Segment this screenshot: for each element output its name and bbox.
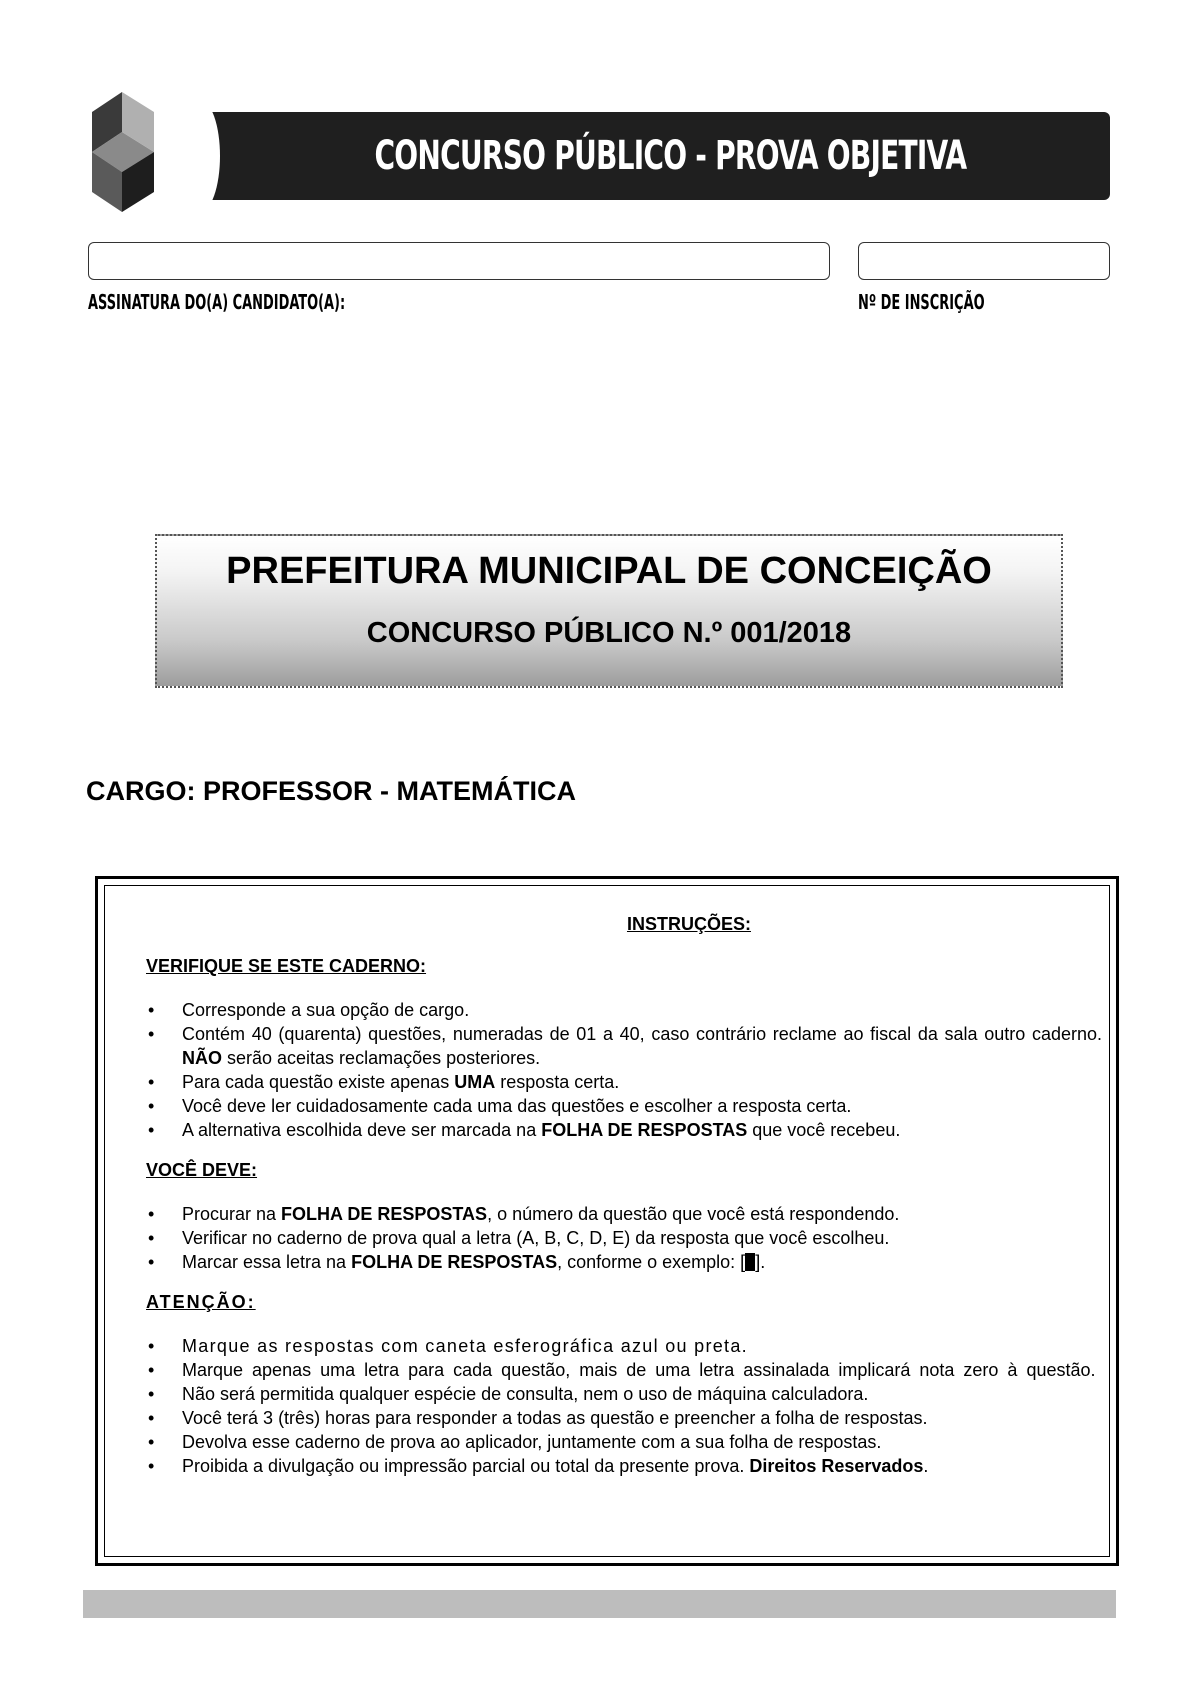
list-item: • Você deve ler cuidadosamente cada uma das questões e escolher a resposta certa. (146, 1094, 1102, 1118)
section-attention-heading: ATENÇÃO: (146, 1292, 256, 1312)
banner-title: CONCURSO PÚBLICO - PROVA OBJETIVA (374, 133, 966, 179)
footer-bar (83, 1590, 1116, 1618)
title-concurso: CONCURSO PÚBLICO N.º 001/2018 (366, 617, 852, 649)
verify-list (146, 998, 1102, 1142)
filled-answer-example-icon (745, 1253, 755, 1271)
must-list (146, 1202, 1102, 1274)
banner-curve-decoration (180, 100, 220, 212)
inscription-number-field[interactable] (858, 242, 1110, 280)
section-must-heading: VOCÊ DEVE: (146, 1160, 258, 1180)
list-item: • Procurar na FOLHA DE RESPOSTAS, o número da questão que você está respondendo. (146, 1202, 1102, 1226)
title-prefeitura: PREFEITURA MUNICIPAL DE CONCEIÇÃO (226, 550, 992, 592)
list-item: • Contém 40 (quarenta) questões, numeradas de 01 a 40, caso contrário reclame ao fiscal da sala outro caderno. NÃO serão aceitas reclamações posteriores. (146, 1022, 1102, 1070)
title-box (155, 534, 1063, 688)
list-item: • Marque as respostas com caneta esferográfica azul ou preta. (146, 1334, 1102, 1358)
header-banner (190, 112, 1110, 200)
list-item: • Marque apenas uma letra para cada questão, mais de uma letra assinalada implicará nota zero à questão. (146, 1358, 1102, 1382)
section-verify-heading: VERIFIQUE SE ESTE CADERNO: (146, 956, 427, 976)
list-item: • Não será permitida qualquer espécie de consulta, nem o uso de máquina calculadora. (146, 1382, 1102, 1406)
list-item: • Verificar no caderno de prova qual a letra (A, B, C, D, E) da resposta que você escolheu. (146, 1226, 1102, 1250)
list-item: • A alternativa escolhida deve ser marcada na FOLHA DE RESPOSTAS que você recebeu. (146, 1118, 1102, 1142)
list-item: • Corresponde a sua opção de cargo. (146, 998, 1102, 1022)
list-item: • Devolva esse caderno de prova ao aplicador, juntamente com a sua folha de respostas. (146, 1430, 1102, 1454)
list-item: • Para cada questão existe apenas UMA resposta certa. (146, 1070, 1102, 1094)
candidate-signature-field[interactable] (88, 242, 830, 280)
signature-label: ASSINATURA DO(A) CANDIDATO(A): (88, 290, 346, 314)
list-item: • Proibida a divulgação ou impressão parcial ou total da presente prova. Direitos Reservados. (146, 1454, 1102, 1478)
cargo-label: CARGO: PROFESSOR - MATEMÁTICA (86, 776, 576, 806)
list-item: • Você terá 3 (três) horas para responder a todas as questão e preencher a folha de respostas. (146, 1406, 1102, 1430)
instructions-content (146, 912, 1102, 1494)
instructions-heading: INSTRUÇÕES: (626, 914, 751, 934)
attention-list (146, 1334, 1102, 1478)
inscription-label: Nº DE INSCRIÇÃO (858, 290, 985, 314)
list-item: • Marcar essa letra na FOLHA DE RESPOSTAS, conforme o exemplo: [ ]. (146, 1250, 1102, 1274)
